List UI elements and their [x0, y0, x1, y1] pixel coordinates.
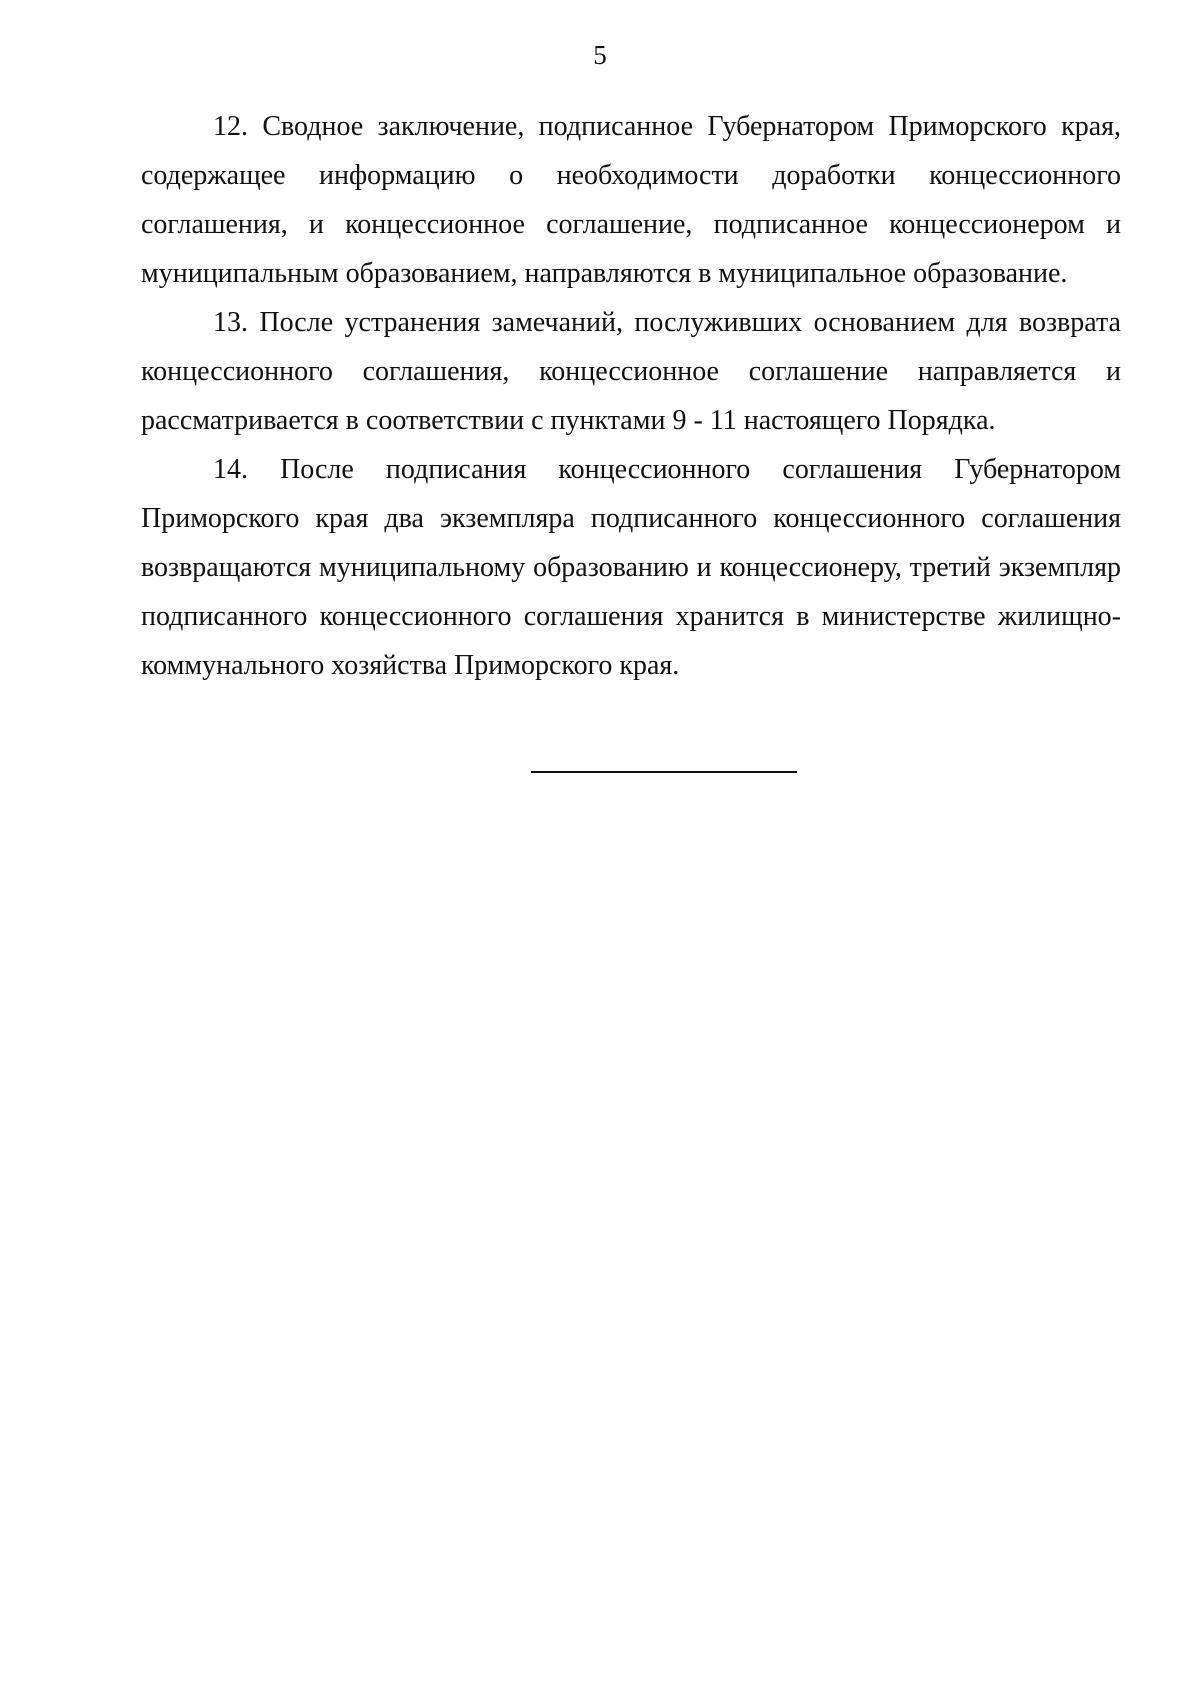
paragraph-12: 12. Сводное заключение, подписанное Губернатором Приморского края, содержащее информацию о необходимости доработки концессионного соглашения, и концессионное соглашение, подписанное концессионером и муниципальным образованием, направляются в муниципальное образование. — [141, 111, 1121, 289]
page-number: 5 — [593, 40, 607, 70]
paragraph-14: 14. После подписания концессионного соглашения Губернатором Приморского края два экземпляра подписанного концессионного соглашения возвращаются муниципальному образованию и концессионеру, третий экземпляр подписанного концессионного соглашения хранится в министерстве жилищно-коммунального хозяйства Приморского края. — [141, 454, 1121, 681]
end-of-document-rule — [531, 771, 797, 773]
paragraph-13: 13. После устранения замечаний, послуживших основанием для возврата концессионного соглашения, концессионное соглашение направляется и рассматривается в соответствии с пунктами 9 - 11 настоящего Порядка. — [141, 307, 1121, 436]
document-body — [141, 102, 1121, 690]
